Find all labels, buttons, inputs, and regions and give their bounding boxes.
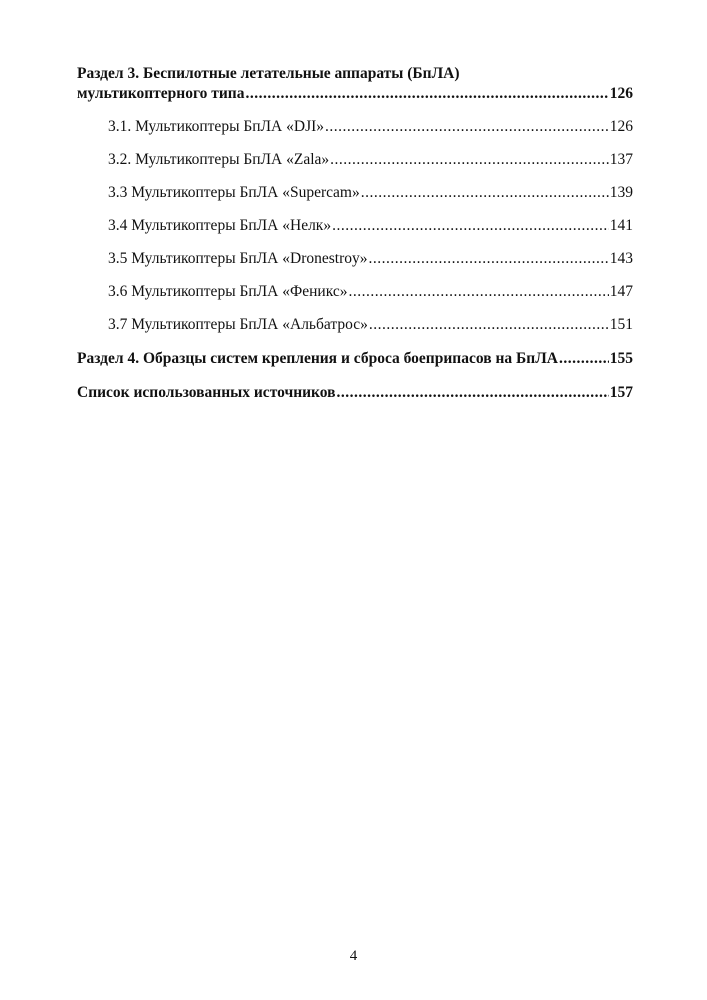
dot-leader [361, 183, 609, 203]
toc-page-number: 137 [609, 151, 633, 168]
toc-page-number: 143 [609, 250, 633, 267]
toc-page-number: 126 [609, 85, 633, 102]
toc-section-3-heading: Раздел 3. Беспилотные летательные аппараты (БпЛА) [77, 65, 460, 82]
toc-entry-title: 3.2. Мультикоптеры БпЛА «Zala» [108, 151, 330, 168]
toc-entry-title: Раздел 4. Образцы систем крепления и сброса боеприпасов на БпЛА [77, 350, 558, 367]
toc-subsection-3-3[interactable] [77, 183, 633, 203]
toc-entry-title: мультикоптерного типа [77, 85, 245, 102]
toc-entry-title: 3.1. Мультикоптеры БпЛА «DJI» [108, 118, 325, 135]
page-number: 4 [349, 948, 358, 964]
toc-section-3-entry[interactable] [77, 84, 633, 104]
toc-page-number: 157 [609, 384, 633, 401]
table-of-contents [77, 64, 633, 403]
toc-subsection-3-1[interactable] [77, 117, 633, 137]
toc-section-4-entry[interactable] [77, 349, 633, 369]
toc-subsection-3-5[interactable] [77, 249, 633, 269]
dot-leader [369, 315, 609, 335]
toc-page-number: 147 [609, 283, 633, 300]
toc-entry-title: 3.7 Мультикоптеры БпЛА «Альбатрос» [108, 316, 368, 333]
dot-leader [325, 117, 609, 137]
toc-entry-title: 3.5 Мультикоптеры БпЛА «Dronestroy» [108, 250, 368, 267]
toc-page-number: 139 [609, 184, 633, 201]
toc-entry-title: 3.4 Мультикоптеры БпЛА «Нелк» [108, 217, 332, 234]
dot-leader [369, 249, 609, 269]
toc-subsection-3-4[interactable] [77, 216, 633, 236]
toc-page-number: 151 [609, 316, 633, 333]
dot-leader [349, 282, 609, 302]
toc-subsection-3-6[interactable] [77, 282, 633, 302]
toc-page-number: 141 [609, 217, 633, 234]
dot-leader [330, 150, 609, 170]
dot-leader [559, 349, 609, 369]
dot-leader [337, 383, 609, 403]
toc-entry-title: 3.6 Мультикоптеры БпЛА «Феникс» [108, 283, 348, 300]
toc-subsection-3-7[interactable] [77, 315, 633, 335]
toc-sources-entry[interactable] [77, 383, 633, 403]
toc-entry-title: Список использованных источников [77, 384, 336, 401]
toc-page-number: 155 [609, 350, 633, 367]
toc-page-number: 126 [609, 118, 633, 135]
dot-leader [332, 216, 609, 236]
toc-entry-title: 3.3 Мультикоптеры БпЛА «Supercam» [108, 184, 360, 201]
toc-subsection-3-2[interactable] [77, 150, 633, 170]
dot-leader [245, 84, 608, 104]
